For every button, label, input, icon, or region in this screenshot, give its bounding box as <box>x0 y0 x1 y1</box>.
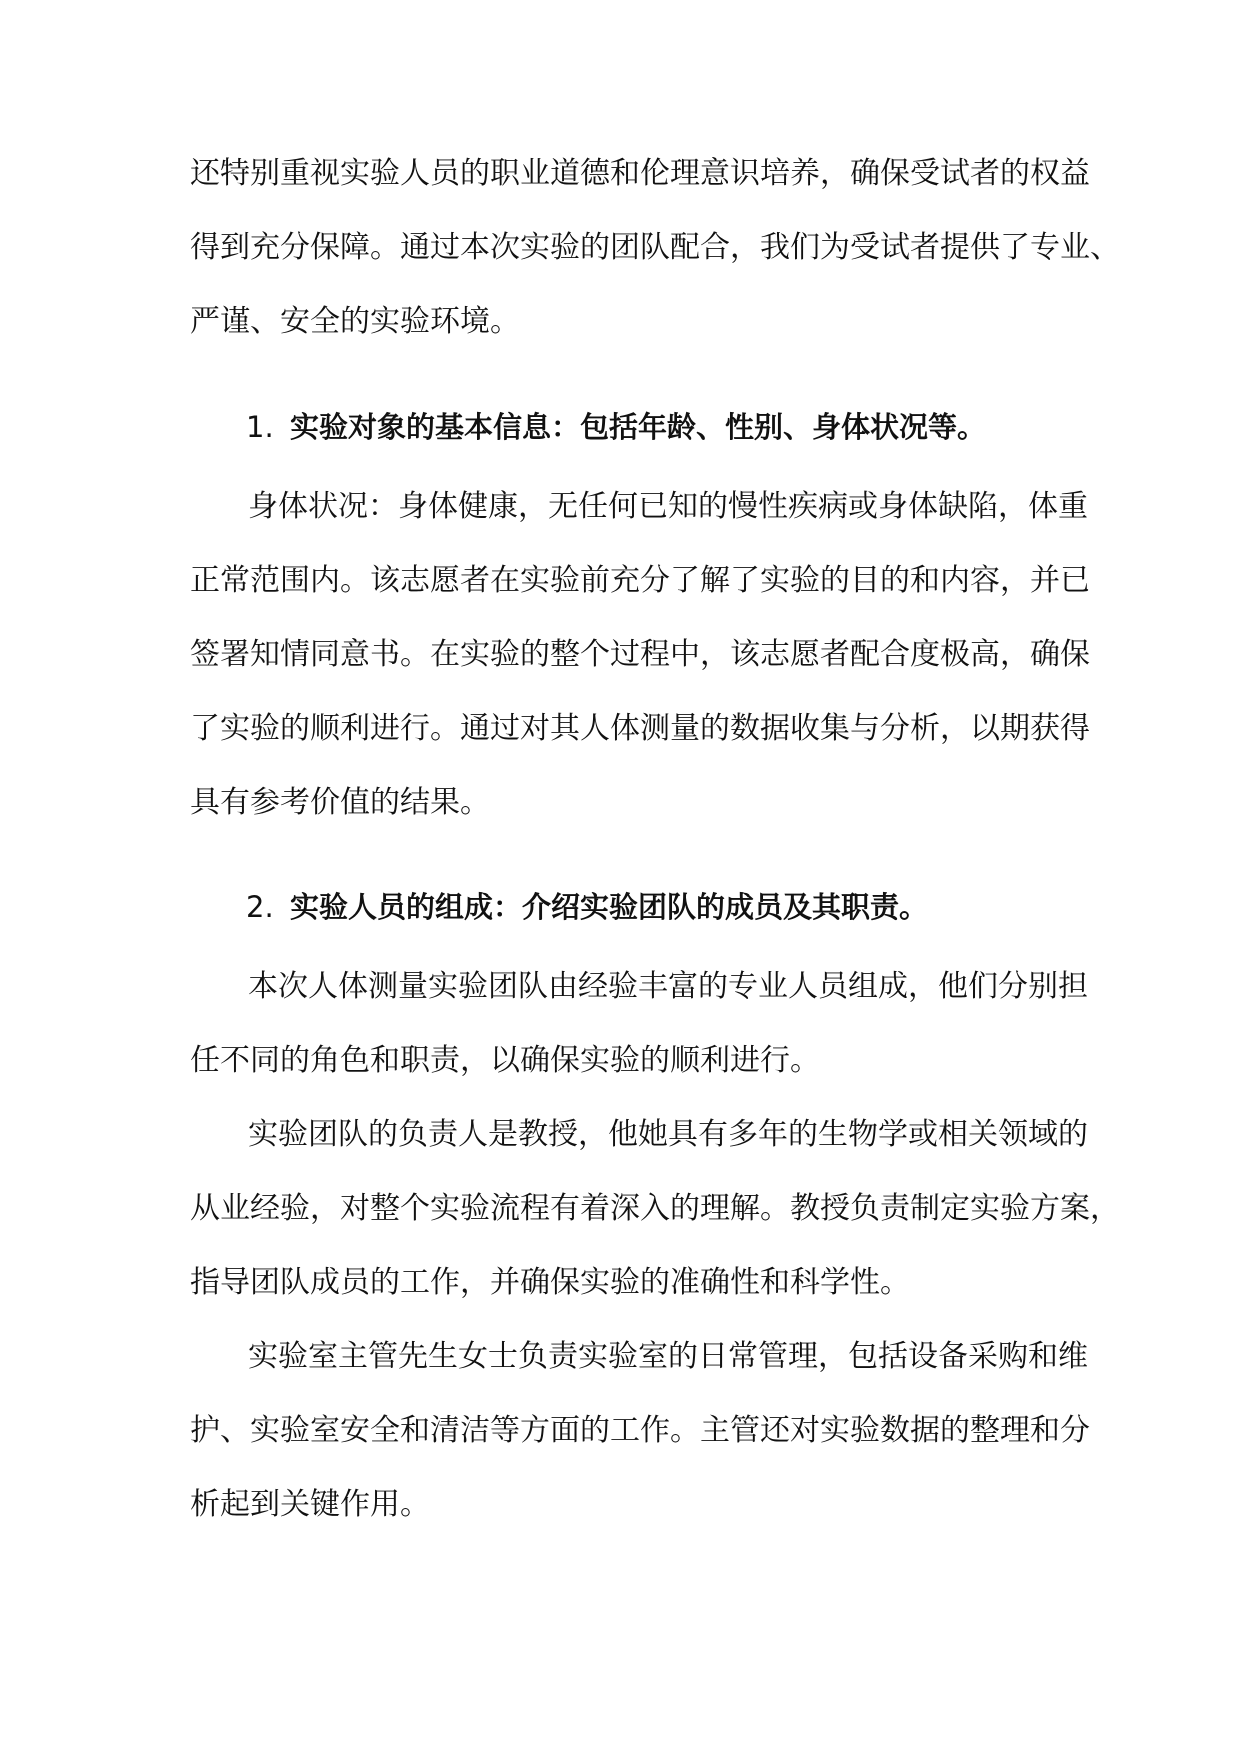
intro-line-1: 还特别重视实验人员的职业道德和伦理意识培养，确保受试者的权益 <box>190 156 1090 191</box>
section-2-p1-line-1: 本次人体测量实验团队由经验丰富的专业人员组成，他们分别担 <box>248 969 1088 1004</box>
section-1-line-1: 身体状况：身体健康，无任何已知的慢性疾病或身体缺陷，体重 <box>248 489 1088 524</box>
section-1-line-4: 了实验的顺利进行。通过对其人体测量的数据收集与分析，以期获得 <box>190 711 1090 746</box>
intro-line-3: 严谨、安全的实验环境。 <box>190 304 520 339</box>
section-2-heading <box>246 877 928 937</box>
section-2-p3-line-1: 实验室主管先生女士负责实验室的日常管理，包括设备采购和维 <box>248 1339 1088 1374</box>
section-2-p3-line-2: 护、实验室安全和清洁等方面的工作。主管还对实验数据的整理和分 <box>190 1413 1090 1448</box>
section-1-line-2: 正常范围内。该志愿者在实验前充分了解了实验的目的和内容，并已 <box>190 563 1090 598</box>
section-2-p3-line-3: 析起到关键作用。 <box>190 1487 430 1522</box>
section-1-number: 1. <box>246 410 274 444</box>
section-2-p2-line-2: 从业经验，对整个实验流程有着深入的理解。教授负责制定实验方案， <box>190 1191 1120 1226</box>
section-2-p1-line-2: 任不同的角色和职责，以确保实验的顺利进行。 <box>190 1043 820 1078</box>
section-2-number: 2. <box>246 890 274 924</box>
section-2-p2-line-3: 指导团队成员的工作，并确保实验的准确性和科学性。 <box>190 1265 910 1300</box>
section-2-p2-line-1: 实验团队的负责人是教授，他她具有多年的生物学或相关领域的 <box>248 1117 1088 1152</box>
intro-line-2: 得到充分保障。通过本次实验的团队配合，我们为受试者提供了专业、 <box>190 230 1120 265</box>
section-1-line-5: 具有参考价值的结果。 <box>190 785 490 820</box>
section-1-heading <box>246 397 986 457</box>
section-2-title: 实验人员的组成：介绍实验团队的成员及其职责。 <box>290 890 929 924</box>
section-1-title: 实验对象的基本信息：包括年龄、性别、身体状况等。 <box>290 410 987 444</box>
section-1-line-3: 签署知情同意书。在实验的整个过程中，该志愿者配合度极高，确保 <box>190 637 1090 672</box>
